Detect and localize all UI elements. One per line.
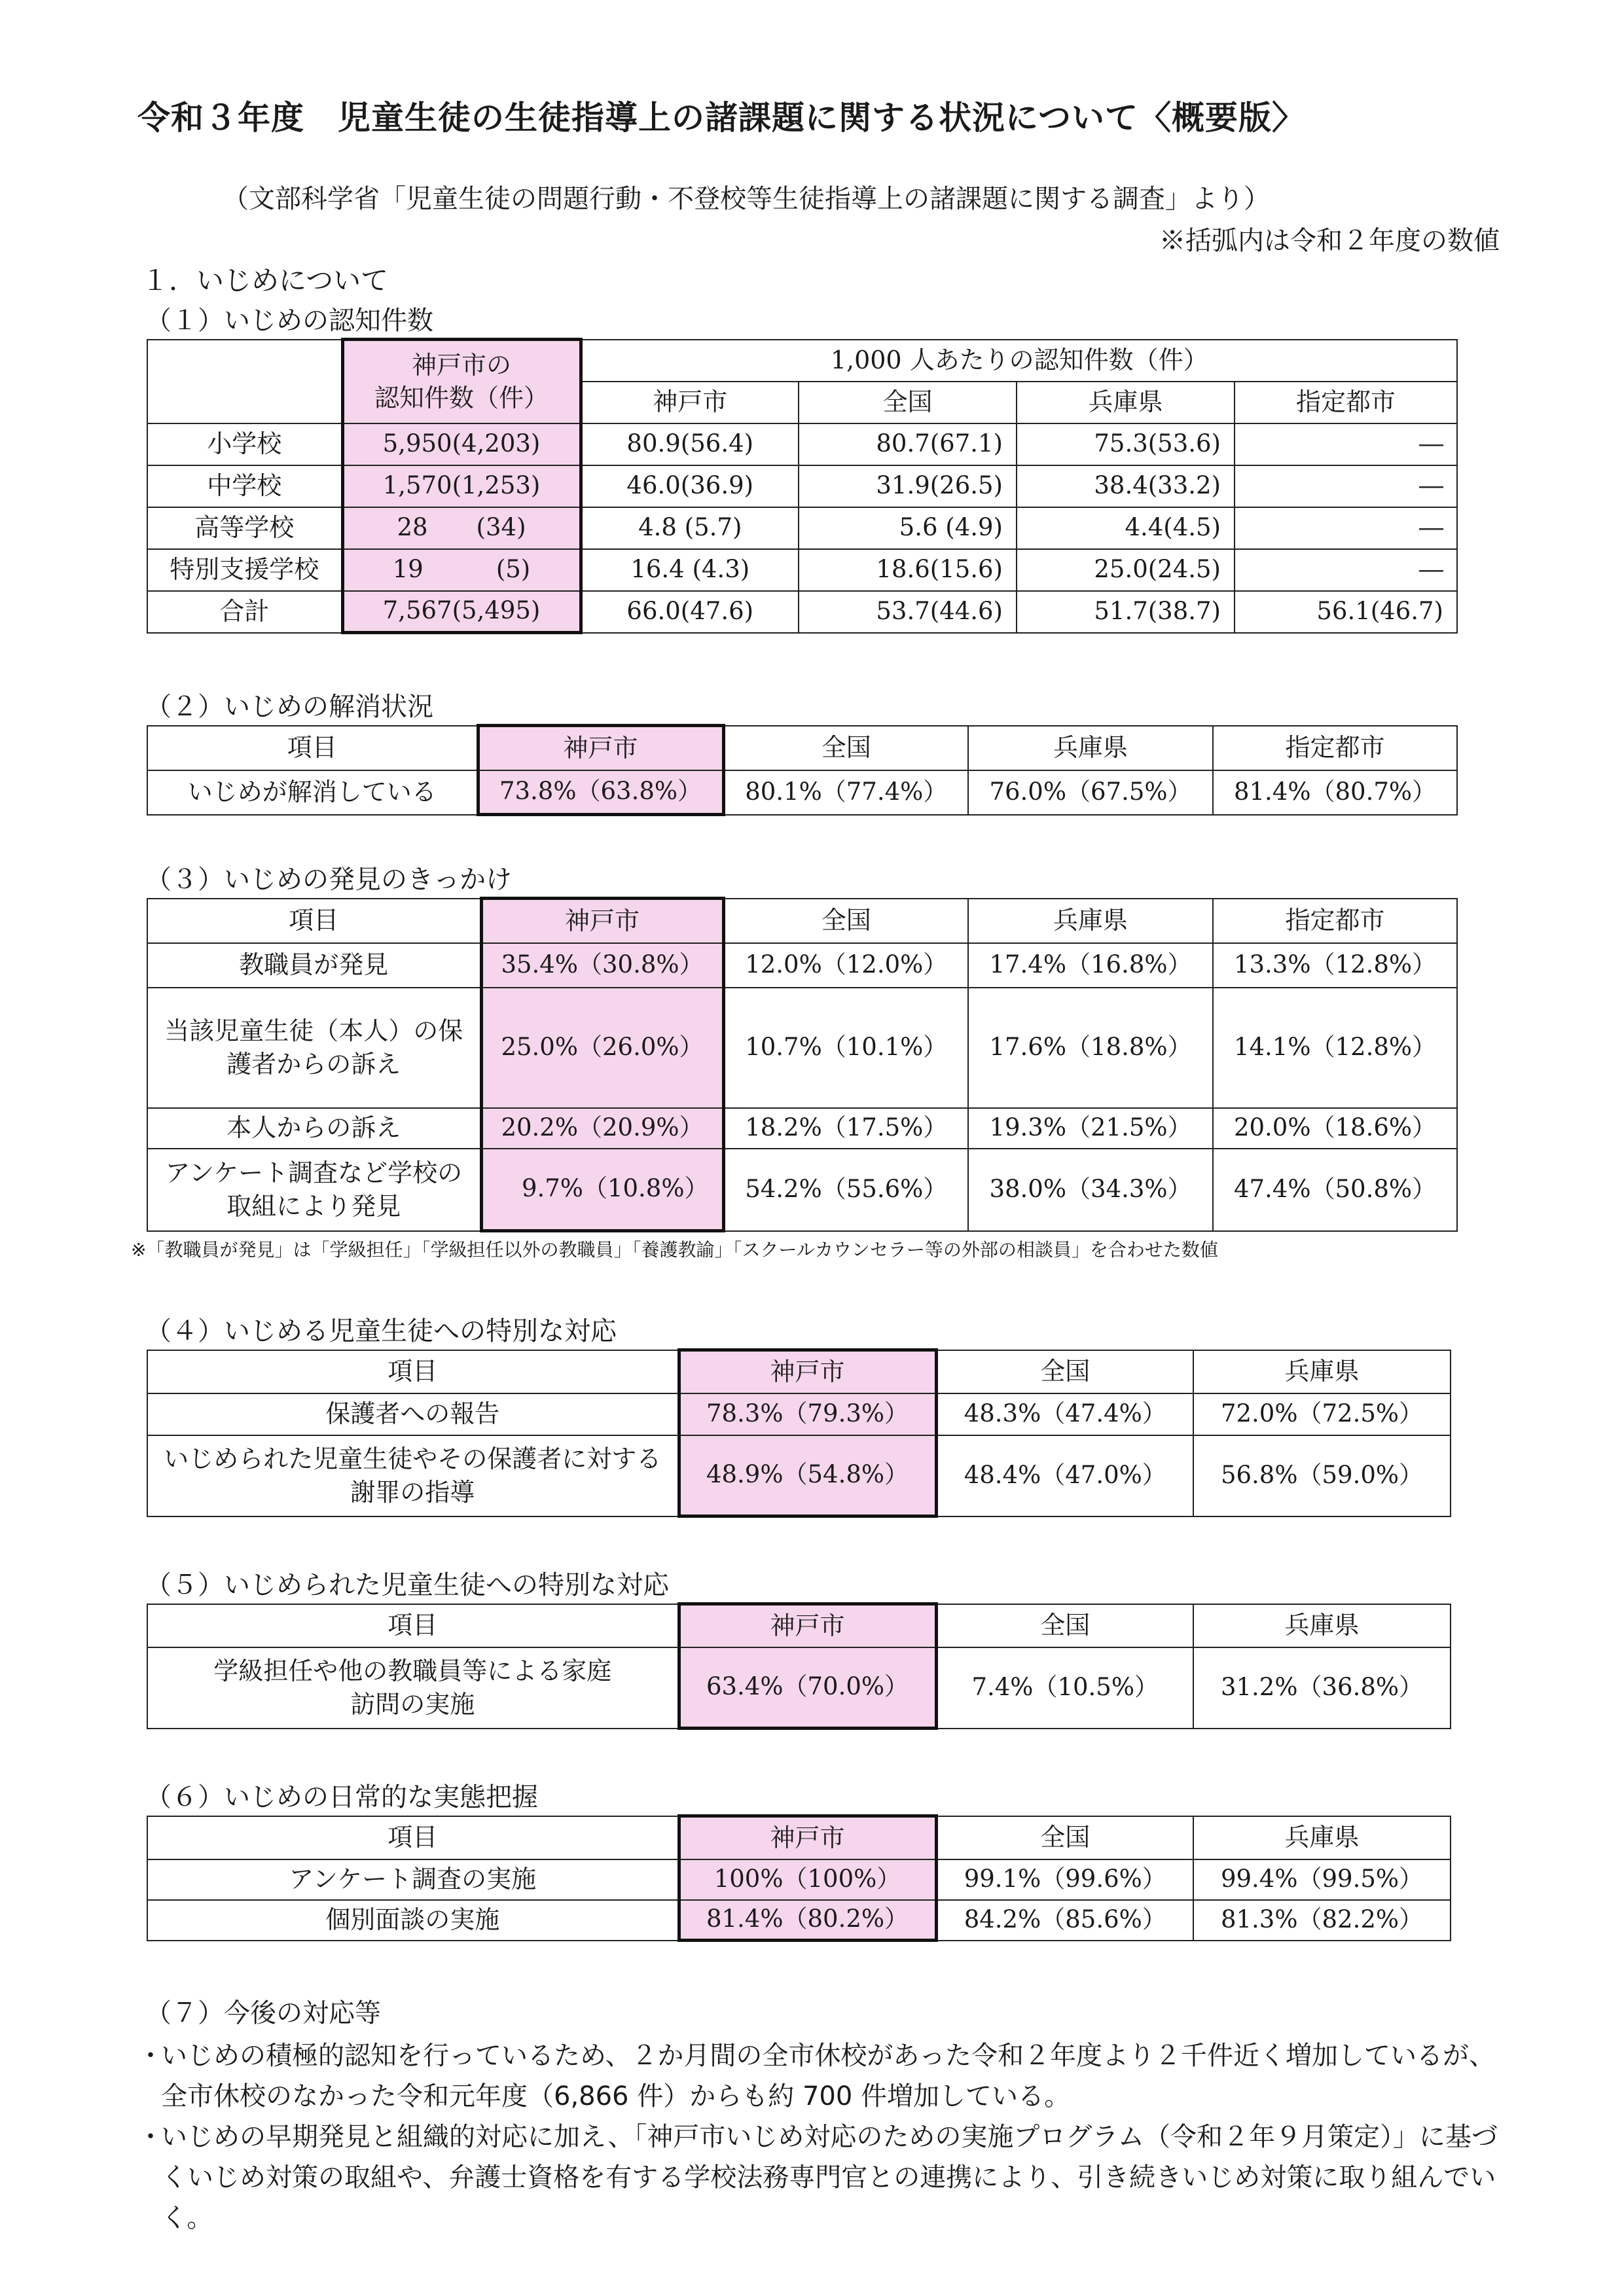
value-cell: 56.1(46.7) <box>1235 591 1457 633</box>
section7-heading: （７）今後の対応等 <box>145 1998 381 2028</box>
table2-col-header: 項目 <box>147 726 478 770</box>
kobe-count-cell: 1,570(1,253) <box>342 465 581 507</box>
table-row <box>147 1108 1457 1149</box>
value-cell: 46.0(36.9) <box>581 465 799 507</box>
row-label: 特別支援学校 <box>147 549 342 591</box>
table-row <box>147 507 1457 549</box>
table-row <box>147 988 1457 1108</box>
value-cell: 25.0(24.5) <box>1017 549 1235 591</box>
section-heading: １．いじめについて <box>141 264 389 296</box>
value-cell: 99.4%（99.5%） <box>1193 1859 1451 1900</box>
value-cell: ― <box>1235 549 1457 591</box>
value-cell: 12.0%（12.0%） <box>723 943 968 988</box>
value-cell: 38.4(33.2) <box>1017 465 1235 507</box>
table6-col-header: 兵庫県 <box>1193 1816 1451 1859</box>
row-label: アンケート調査の実施 <box>147 1859 679 1900</box>
table1-kobe-count-header: 神戸市の 認知件数（件） <box>342 340 581 423</box>
table2-col-header: 兵庫県 <box>968 726 1213 770</box>
table3-col-header: 兵庫県 <box>968 899 1213 943</box>
table6-col-header: 全国 <box>936 1816 1193 1859</box>
table3-col-header: 全国 <box>723 899 968 943</box>
value-cell: 72.0%（72.5%） <box>1193 1393 1451 1435</box>
kobe-value-cell: 35.4%（30.8%） <box>481 943 723 988</box>
table3-col-header: 項目 <box>147 899 481 943</box>
table1-heading: （１）いじめの認知件数 <box>145 306 433 336</box>
value-cell: 47.4%（50.8%） <box>1213 1149 1457 1231</box>
value-cell: 4.8 (5.7) <box>581 507 799 549</box>
table-row <box>147 591 1457 633</box>
row-label: 高等学校 <box>147 507 342 549</box>
table3-col-header: 指定都市 <box>1213 899 1457 943</box>
value-cell: 56.8%（59.0%） <box>1193 1435 1451 1516</box>
table6-daily-monitoring <box>147 1814 1451 1942</box>
table-row <box>147 943 1457 988</box>
value-cell: ― <box>1235 465 1457 507</box>
value-cell: 5.6 (4.9) <box>799 507 1017 549</box>
table2-resolution-status <box>147 724 1458 816</box>
table1-col-header: 兵庫県 <box>1017 382 1235 423</box>
table1-col-header: 全国 <box>799 382 1017 423</box>
table-row <box>147 770 1457 815</box>
table4-col-header: 神戸市 <box>679 1350 936 1393</box>
table5-col-header: 全国 <box>936 1604 1193 1647</box>
table-row <box>147 1435 1451 1516</box>
table-row <box>147 549 1457 591</box>
kobe-count-cell: 7,567(5,495) <box>342 591 581 633</box>
row-label: アンケート調査など学校の取組により発見 <box>147 1149 481 1231</box>
kobe-value-cell: 100%（100%） <box>679 1859 936 1900</box>
value-cell: ― <box>1235 423 1457 465</box>
table1-col-header: 神戸市 <box>581 382 799 423</box>
table5-col-header: 神戸市 <box>679 1604 936 1647</box>
value-cell: 16.4 (4.3) <box>581 549 799 591</box>
kobe-count-cell: 5,950(4,203) <box>342 423 581 465</box>
bullet-text: いじめの積極的認知を行っているため、２か月間の全市休校があった令和２年度より２千件近く増加しているが、全市休校のなかった令和元年度（6,866 件）からも約 700 件増加している。 <box>161 2041 1495 2111</box>
value-cell: 7.4%（10.5%） <box>936 1647 1193 1729</box>
kobe-count-cell: 28 (34) <box>342 507 581 549</box>
value-cell: 19.3%（21.5%） <box>968 1108 1213 1149</box>
bullet-text: いじめの早期発見と組織的対応に加え、「神戸市いじめ対応のための実施プログラム（令和２年９月策定）」に基づくいじめ対策の取組や、弁護士資格を有する学校法務専門官との連携により、引き続きいじめ対策に取り組んでいく。 <box>161 2122 1498 2233</box>
kobe-value-cell: 73.8%（63.8%） <box>478 770 723 815</box>
bullet-mark: ・ <box>137 2041 164 2071</box>
table2-col-header: 神戸市 <box>478 726 723 770</box>
table2-col-header: 全国 <box>723 726 968 770</box>
table1-col-header: 指定都市 <box>1235 382 1457 423</box>
value-cell: 66.0(47.6) <box>581 591 799 633</box>
table-row <box>147 1149 1457 1231</box>
value-cell: 10.7%（10.1%） <box>723 988 968 1108</box>
table2-heading: （２）いじめの解消状況 <box>145 692 433 722</box>
value-cell: ― <box>1235 507 1457 549</box>
value-cell: 13.3%（12.8%） <box>1213 943 1457 988</box>
table3-heading: （３）いじめの発見のきっかけ <box>145 865 512 895</box>
list-item <box>137 2036 1519 2117</box>
future-actions-list <box>137 2036 1519 2238</box>
value-cell: 81.3%（82.2%） <box>1193 1900 1451 1941</box>
table4-heading: （４）いじめる児童生徒への特別な対応 <box>145 1316 617 1346</box>
kobe-value-cell: 25.0%（26.0%） <box>481 988 723 1108</box>
value-cell: 99.1%（99.6%） <box>936 1859 1193 1900</box>
table6-col-header: 神戸市 <box>679 1816 936 1859</box>
value-cell: 80.1%（77.4%） <box>723 770 968 815</box>
kobe-value-cell: 81.4%（80.2%） <box>679 1900 936 1941</box>
source-note: （文部科学省「児童生徒の問題行動・不登校等生徒指導上の諸課題に関する調査」より） <box>223 184 1270 214</box>
value-cell: 75.3(53.6) <box>1017 423 1235 465</box>
value-cell: 84.2%（85.6%） <box>936 1900 1193 1941</box>
value-cell: 18.2%（17.5%） <box>723 1108 968 1149</box>
table5-heading: （５）いじめられた児童生徒への特別な対応 <box>145 1570 669 1600</box>
value-cell: 51.7(38.7) <box>1017 591 1235 633</box>
table6-col-header: 項目 <box>147 1816 679 1859</box>
row-label: 小学校 <box>147 423 342 465</box>
value-cell: 48.4%（47.0%） <box>936 1435 1193 1516</box>
value-cell: 38.0%（34.3%） <box>968 1149 1213 1231</box>
table1-corner <box>147 340 342 423</box>
row-label: いじめが解消している <box>147 770 478 815</box>
row-label: 本人からの訴え <box>147 1108 481 1149</box>
table-row <box>147 1393 1451 1435</box>
table4-col-header: 兵庫県 <box>1193 1350 1451 1393</box>
table3-col-header: 神戸市 <box>481 899 723 943</box>
value-cell: 76.0%（67.5%） <box>968 770 1213 815</box>
table3-footnote: ※「教職員が発見」は「学級担任」「学級担任以外の教職員」「養護教諭」「スクールカウンセラー等の外部の相談員」を合わせた数値 <box>131 1239 1218 1261</box>
value-cell: 4.4(4.5) <box>1017 507 1235 549</box>
row-label: いじめられた児童生徒やその保護者に対する謝罪の指導 <box>147 1435 679 1516</box>
row-label: 当該児童生徒（本人）の保護者からの訴え <box>147 988 481 1108</box>
kobe-value-cell: 20.2%（20.9%） <box>481 1108 723 1149</box>
value-cell: 20.0%（18.6%） <box>1213 1108 1457 1149</box>
value-cell: 17.6%（18.8%） <box>968 988 1213 1108</box>
value-cell: 14.1%（12.8%） <box>1213 988 1457 1108</box>
table3-discovery-trigger <box>147 897 1458 1232</box>
list-item <box>137 2117 1519 2238</box>
page-title: 令和３年度 児童生徒の生徒指導上の諸課題に関する状況について〈概要版〉 <box>137 99 1305 137</box>
row-label: 保護者への報告 <box>147 1393 679 1435</box>
table-row <box>147 1900 1451 1941</box>
table6-heading: （６）いじめの日常的な実態把握 <box>145 1782 538 1812</box>
value-cell: 31.9(26.5) <box>799 465 1017 507</box>
table-row <box>147 1859 1451 1900</box>
parentheses-note: ※括弧内は令和２年度の数値 <box>1159 226 1500 256</box>
table-row <box>147 465 1457 507</box>
value-cell: 48.3%（47.4%） <box>936 1393 1193 1435</box>
table4-col-header: 項目 <box>147 1350 679 1393</box>
kobe-value-cell: 78.3%（79.3%） <box>679 1393 936 1435</box>
table5-victim-response <box>147 1602 1451 1730</box>
value-cell: 53.7(44.6) <box>799 591 1017 633</box>
table4-col-header: 全国 <box>936 1350 1193 1393</box>
table1-per1000-header: 1,000 人あたりの認知件数（件） <box>581 340 1457 382</box>
row-label: 個別面談の実施 <box>147 1900 679 1941</box>
value-cell: 54.2%（55.6%） <box>723 1149 968 1231</box>
value-cell: 81.4%（80.7%） <box>1213 770 1457 815</box>
row-label: 学級担任や他の教職員等による家庭訪問の実施 <box>147 1647 679 1729</box>
kobe-value-cell: 63.4%（70.0%） <box>679 1647 936 1729</box>
table-row <box>147 423 1457 465</box>
bullet-mark: ・ <box>137 2122 164 2152</box>
row-label: 合計 <box>147 591 342 633</box>
table1-recognition-count <box>147 338 1458 634</box>
value-cell: 80.9(56.4) <box>581 423 799 465</box>
row-label: 中学校 <box>147 465 342 507</box>
kobe-count-cell: 19 (5) <box>342 549 581 591</box>
value-cell: 31.2%（36.8%） <box>1193 1647 1451 1729</box>
value-cell: 17.4%（16.8%） <box>968 943 1213 988</box>
row-label: 教職員が発見 <box>147 943 481 988</box>
value-cell: 80.7(67.1) <box>799 423 1017 465</box>
value-cell: 18.6(15.6) <box>799 549 1017 591</box>
table2-col-header: 指定都市 <box>1213 726 1457 770</box>
kobe-value-cell: 48.9%（54.8%） <box>679 1435 936 1516</box>
table5-col-header: 項目 <box>147 1604 679 1647</box>
kobe-value-cell: 9.7%（10.8%） <box>481 1149 723 1231</box>
table4-bully-response <box>147 1348 1451 1518</box>
table5-col-header: 兵庫県 <box>1193 1604 1451 1647</box>
table-row <box>147 1647 1451 1729</box>
